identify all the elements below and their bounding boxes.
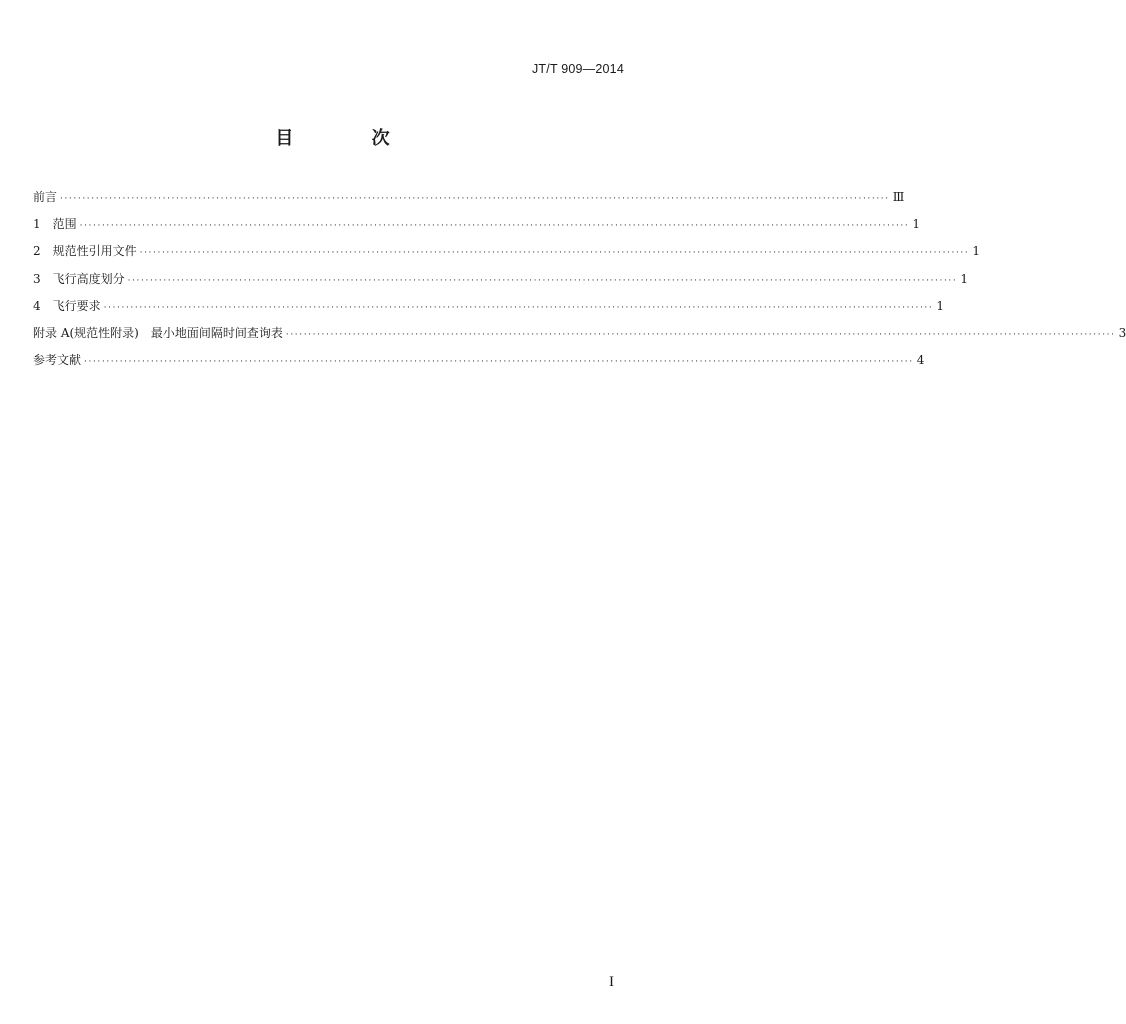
dot-leader: ··························································································································································································	[103, 302, 934, 313]
toc-item-bibliography[interactable]	[33, 351, 925, 378]
standard-code: JT/T 909—2014	[531, 62, 624, 76]
table-of-contents	[33, 188, 1126, 378]
dot-leader: ··························································································································································································	[285, 329, 1116, 340]
toc-item-label: 参考文献	[33, 353, 82, 368]
dot-leader: ··························································································································································································	[79, 221, 910, 232]
toc-item-label: 3 飞行高度划分	[33, 271, 125, 286]
toc-item-flight-altitude-division[interactable]	[33, 270, 968, 297]
toc-item-scope[interactable]	[33, 215, 920, 242]
dot-leader: ··························································································································································································	[127, 275, 958, 286]
toc-item-page: 4	[916, 353, 925, 368]
toc-item-label: 1 范围	[33, 217, 77, 232]
dot-leader: ··························································································································································································	[139, 248, 970, 259]
toc-item-label: 附录 A(规范性附录) 最小地面间隔时间查询表	[33, 325, 283, 340]
toc-item-normative-references[interactable]	[33, 242, 980, 269]
toc-item-page: 3	[1118, 325, 1126, 340]
toc-item-appendix-a[interactable]	[33, 324, 1126, 351]
page-number: I	[609, 974, 614, 990]
toc-item-page: 1	[936, 298, 944, 313]
toc-item-foreword[interactable]	[33, 188, 905, 215]
toc-item-label: 4 飞行要求	[33, 298, 101, 313]
toc-item-page: 1	[960, 271, 968, 286]
toc-item-page: 1	[972, 244, 980, 259]
toc-item-page: 1	[912, 217, 920, 232]
page-title: 目 次	[275, 128, 426, 149]
toc-item-page: Ⅲ	[892, 190, 905, 204]
toc-item-flight-requirements[interactable]	[33, 297, 944, 324]
dot-leader: ··························································································································································································	[84, 357, 914, 368]
dot-leader: ··························································································································································································	[60, 194, 890, 204]
toc-item-label: 前言	[33, 190, 58, 204]
toc-item-label: 2 规范性引用文件	[33, 244, 137, 259]
